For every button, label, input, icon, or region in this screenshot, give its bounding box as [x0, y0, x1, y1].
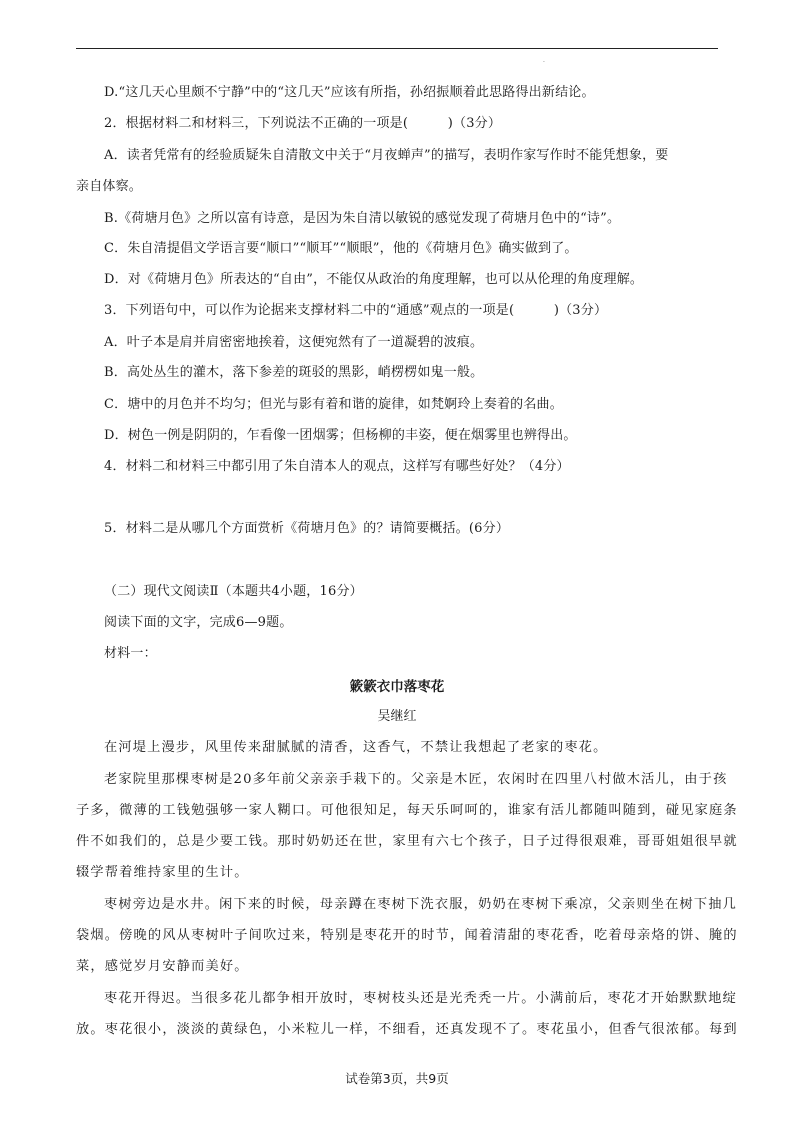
section-heading: （二）现代文阅读Ⅱ（本题共4小题，16分） [104, 584, 363, 599]
q3-option-b: B．高处丛生的灌木，落下参差的斑驳的黑影，峭楞楞如鬼一般。 [104, 365, 484, 380]
question-4: 4．材料二和材料三中都引用了朱自清本人的观点，这样写有哪些好处？（4分） [104, 459, 570, 474]
article-paragraph-4-line-2: 放。枣花很小，淡淡的黄绿色，小米粒儿一样，不细看，还真发现不了。枣花虽小，但香气很浓郁。每到 [76, 1022, 738, 1037]
article-author: 吴继红 [377, 709, 417, 724]
q3-option-d: D．树色一例是阴阴的，乍看像一团烟雾；但杨柳的丰姿，便在烟雾里也辨得出。 [104, 428, 577, 443]
article-title: 簌簌衣巾落枣花 [349, 679, 445, 695]
article-paragraph-4-line-1: 枣花开得迟。当很多花儿都争相开放时，枣树枝头还是光秃秃一片。小满前后，枣花才开始默默地绽 [104, 991, 738, 1006]
article-paragraph-2-line-1: 老家院里那棵枣树是20多年前父亲亲手栽下的。父亲是木匠，农闲时在四里八村做木活儿，由于孩 [104, 772, 728, 787]
q2-option-d: D．对《荷塘月色》所表达的“自由”，不能仅从政治的角度理解，也可以从伦理的角度理解。 [104, 272, 644, 287]
q3-option-c: C．塘中的月色并不均匀；但光与影有着和谐的旋律，如梵婀玲上奏着的名曲。 [104, 397, 563, 412]
article-paragraph-3-line-2: 袋烟。傍晚的风从枣树叶子间吹过来，特别是枣花开的时节，闻着清甜的枣花香，吃着母亲烙的饼、腌的 [76, 928, 738, 943]
article-paragraph-1: 在河堤上漫步，风里传来甜腻腻的清香，这香气，不禁让我想起了老家的枣花。 [104, 740, 608, 755]
reading-instruction: 阅读下面的文字，完成6—9题。 [104, 615, 293, 630]
article-paragraph-3-line-3: 菜，感觉岁月安静而美好。 [76, 959, 249, 974]
q3-option-a: A．叶子本是肩并肩密密地挨着，这便宛然有了一道凝碧的波痕。 [104, 335, 484, 350]
question-3: 3．下列语句中，可以作为论据来支撑材料二中的“通感”观点的一项是( )（3分） [104, 303, 608, 318]
q2-option-a: A．读者凭常有的经验质疑朱自清散文中关于“月夜蝉声”的描写，表明作家写作时不能凭想象，要 [104, 148, 669, 163]
q2-option-a-cont: 亲自体察。 [76, 179, 143, 194]
header-dot: . [543, 57, 545, 64]
option-d-q1: D.“这几天心里颇不宁静”中的“这几天”应该有所指，孙绍振顺着此思路得出新结论。 [104, 85, 595, 100]
q2-option-c: C．朱自清提倡文学语言要“顺口”“顺耳”“顺眼”，他的《荷塘月色》确实做到了。 [104, 241, 578, 256]
article-paragraph-2-line-4: 辍学帮着维持家里的生计。 [76, 865, 249, 880]
material-label: 材料一： [104, 646, 157, 661]
page-footer: 试卷第3页，共9页 [345, 1071, 449, 1086]
article-paragraph-3-line-1: 枣树旁边是水井。闲下来的时候，母亲蹲在枣树下洗衣服，奶奶在枣树下乘凉，父亲则坐在树下抽几 [104, 897, 738, 912]
header-rule [76, 48, 718, 49]
article-paragraph-2-line-2: 子多，微薄的工钱勉强够一家人糊口。可他很知足，每天乐呵呵的，谁家有活儿都随叫随到，碰见家庭条 [76, 803, 738, 818]
q2-option-b: B.《荷塘月色》之所以富有诗意，是因为朱自清以敏锐的感觉发现了荷塘月色中的“诗”。 [104, 211, 621, 226]
question-5: 5．材料二是从哪几个方面赏析《荷塘月色》的？请简要概括。(6分） [104, 521, 510, 536]
question-2: 2．根据材料二和材料三，下列说法不正确的一项是( )（3分） [104, 116, 502, 131]
article-paragraph-2-line-3: 件不如我们的，总是少要工钱。那时奶奶还在世，家里有六七个孩子，日子过得很艰难，哥哥姐姐很早就 [76, 834, 738, 849]
